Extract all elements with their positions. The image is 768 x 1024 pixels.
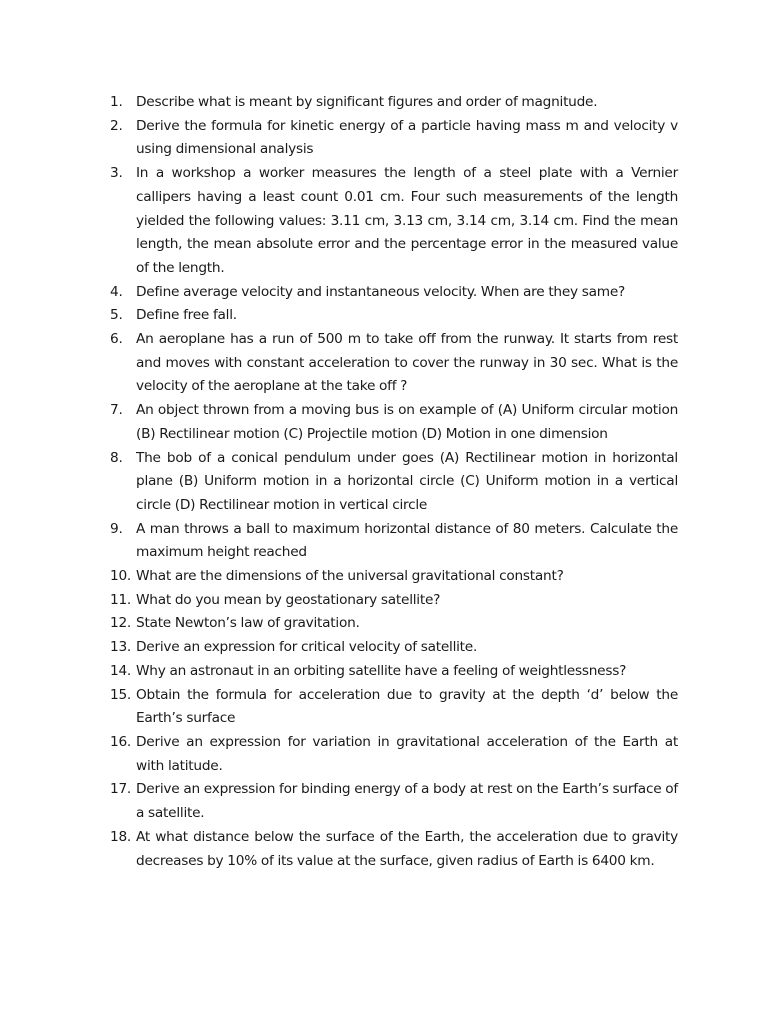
- question-item: [110, 731, 678, 778]
- question-item: [110, 91, 678, 115]
- question-text: Obtain the formula for acceleration due to gravity at the depth ‘d’ below the Earth’s surface: [136, 686, 678, 727]
- question-text: What do you mean by geostationary satellite?: [136, 591, 441, 608]
- question-number: 1.: [110, 94, 123, 110]
- question-item: [110, 565, 678, 589]
- question-item: [110, 612, 678, 636]
- question-text: Define average velocity and instantaneous velocity. When are they same?: [136, 283, 626, 300]
- question-text: Describe what is meant by significant figures and order of magnitude.: [136, 94, 598, 110]
- question-item: [110, 778, 678, 825]
- question-text: In a workshop a worker measures the length of a steel plate with a Vernier callipers having a least count 0.01 cm. Four such measurements of the length yielded the following values: 3.11 cm, 3.13 cm, 3.14 cm, 3.14 cm. Find the mean length, the mean absolute error and the percentage error in the measured value of the length.: [136, 165, 678, 276]
- question-number: 18.: [110, 828, 132, 845]
- question-text: Derive an expression for critical velocity of satellite.: [136, 639, 478, 656]
- question-item: [110, 115, 678, 162]
- question-item: [110, 447, 678, 518]
- question-number: 11.: [110, 591, 132, 608]
- question-item: [110, 281, 678, 305]
- question-item: [110, 304, 678, 328]
- question-number: 6.: [110, 331, 123, 348]
- question-item: [110, 518, 678, 565]
- question-number: 5.: [110, 307, 123, 324]
- question-number: 4.: [110, 283, 123, 300]
- question-text: A man throws a ball to maximum horizontal distance of 80 meters. Calculate the maximum height reached: [136, 520, 678, 561]
- question-item: [110, 399, 678, 446]
- question-item: [110, 826, 678, 873]
- question-number: 15.: [110, 686, 132, 703]
- question-text: The bob of a conical pendulum under goes (A) Rectilinear motion in horizontal plane (B) Uniform motion in a horizontal circle (C) Uniform motion in a vertical circle (D) Rectilinear motion in vertical circle: [136, 449, 678, 513]
- question-text: What are the dimensions of the universal gravitational constant?: [136, 568, 564, 585]
- question-number: 2.: [110, 117, 123, 134]
- question-number: 7.: [110, 402, 123, 419]
- question-list: [110, 91, 678, 873]
- question-text: Define free fall.: [136, 307, 237, 324]
- question-item: [110, 589, 678, 613]
- question-number: 12.: [110, 615, 132, 632]
- question-number: 16.: [110, 733, 132, 750]
- question-text: Derive an expression for variation in gravitational acceleration of the Earth at with latitude.: [136, 733, 678, 774]
- question-item: [110, 660, 678, 684]
- question-text: An aeroplane has a run of 500 m to take off from the runway. It starts from rest and moves with constant acceleration to cover the runway in 30 sec. What is the velocity of the aeroplane at the take off ?: [136, 331, 678, 395]
- question-number: 8.: [110, 449, 123, 466]
- question-text: Derive the formula for kinetic energy of a particle having mass m and velocity v using dimensional analysis: [136, 117, 678, 158]
- question-item: [110, 328, 678, 399]
- question-number: 14.: [110, 662, 132, 679]
- question-item: [110, 684, 678, 731]
- question-text: At what distance below the surface of the Earth, the acceleration due to gravity decreases by 10% of its value at the surface, given radius of Earth is 6400 km.: [136, 828, 678, 869]
- question-number: 10.: [110, 568, 132, 585]
- question-text: Why an astronaut in an orbiting satellite have a feeling of weightlessness?: [136, 662, 627, 679]
- question-text: An object thrown from a moving bus is on example of (A) Uniform circular motion (B) Rectilinear motion (C) Projectile motion (D) Motion in one dimension: [136, 402, 678, 442]
- question-item: [110, 636, 678, 660]
- question-number: 17.: [110, 781, 132, 798]
- question-text: State Newton’s law of gravitation.: [136, 615, 360, 632]
- question-number: 3.: [110, 165, 123, 182]
- question-number: 9.: [110, 520, 123, 537]
- question-item: [110, 162, 678, 281]
- question-number: 13.: [110, 639, 132, 656]
- question-text: Derive an expression for binding energy of a body at rest on the Earth’s surface of a satellite.: [136, 781, 678, 822]
